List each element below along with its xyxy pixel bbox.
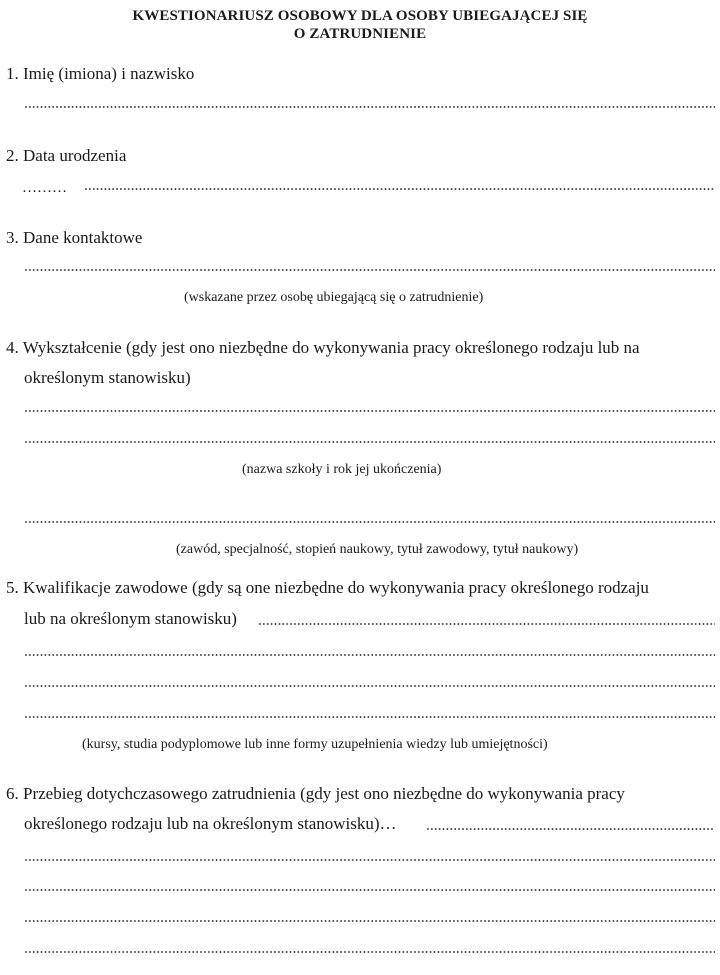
answer-line-employment-2[interactable] [24,889,715,891]
answer-line-education-1[interactable] [24,410,715,412]
question-4-label-line-1: 4. Wykształcenie (gdy jest ono niezbędne do wykonywania pracy określonego rodzaju lub na [6,338,640,357]
answer-line-qualifications-inline[interactable] [258,623,715,625]
qualifications-hint: (kursy, studia podyplomowe lub inne formy uzupełnienia wiedzy lub umiejętności) [82,737,548,752]
question-6-label-line-1: 6. Przebieg dotychczasowego zatrudnienia (gdy jest ono niezbędne do wykonywania pracy [6,784,625,803]
question-5-label-line-2: lub na określonym stanowisku) [24,609,237,628]
answer-line-qualifications-1[interactable] [24,654,715,656]
answer-line-employment-inline[interactable] [426,828,715,830]
form-title-line-1: KWESTIONARIUSZ OSOBOWY DLA OSOBY UBIEGAJĄCEJ SIĘ [132,8,588,24]
birth-date-ellipsis: ……… [22,180,67,196]
question-2-label: 2. Data urodzenia [6,146,127,165]
question-1-label: 1. Imię (imiona) i nazwisko [6,64,195,83]
contact-hint: (wskazane przez osobę ubiegającą się o zatrudnienie) [184,290,484,305]
question-6-label-line-2: określonego rodzaju lub na określonym stanowisku)… [24,814,397,833]
answer-line-qualifications-2[interactable] [24,685,715,687]
question-3-label: 3. Dane kontaktowe [6,228,143,247]
question-4-label-line-2: określonym stanowisku) [24,368,191,387]
education-school-hint: (nazwa szkoły i rok jej ukończenia) [242,462,442,477]
answer-line-birth-date[interactable] [84,188,715,190]
education-title-hint: (zawód, specjalność, stopień naukowy, tytuł zawodowy, tytuł naukowy) [176,542,579,557]
answer-line-employment-3[interactable] [24,920,715,922]
answer-line-name[interactable] [24,106,715,108]
answer-line-employment-4[interactable] [24,951,715,953]
form-title-line-2: O ZATRUDNIENIE [293,26,427,42]
answer-line-qualifications-3[interactable] [24,716,715,718]
answer-line-education-2[interactable] [24,441,715,443]
answer-line-employment-1[interactable] [24,859,715,861]
question-5-label-line-1: 5. Kwalifikacje zawodowe (gdy są one niezbędne do wykonywania pracy określonego rodzaju [6,578,649,597]
answer-line-education-3[interactable] [24,521,715,523]
answer-line-contact[interactable] [24,269,715,271]
